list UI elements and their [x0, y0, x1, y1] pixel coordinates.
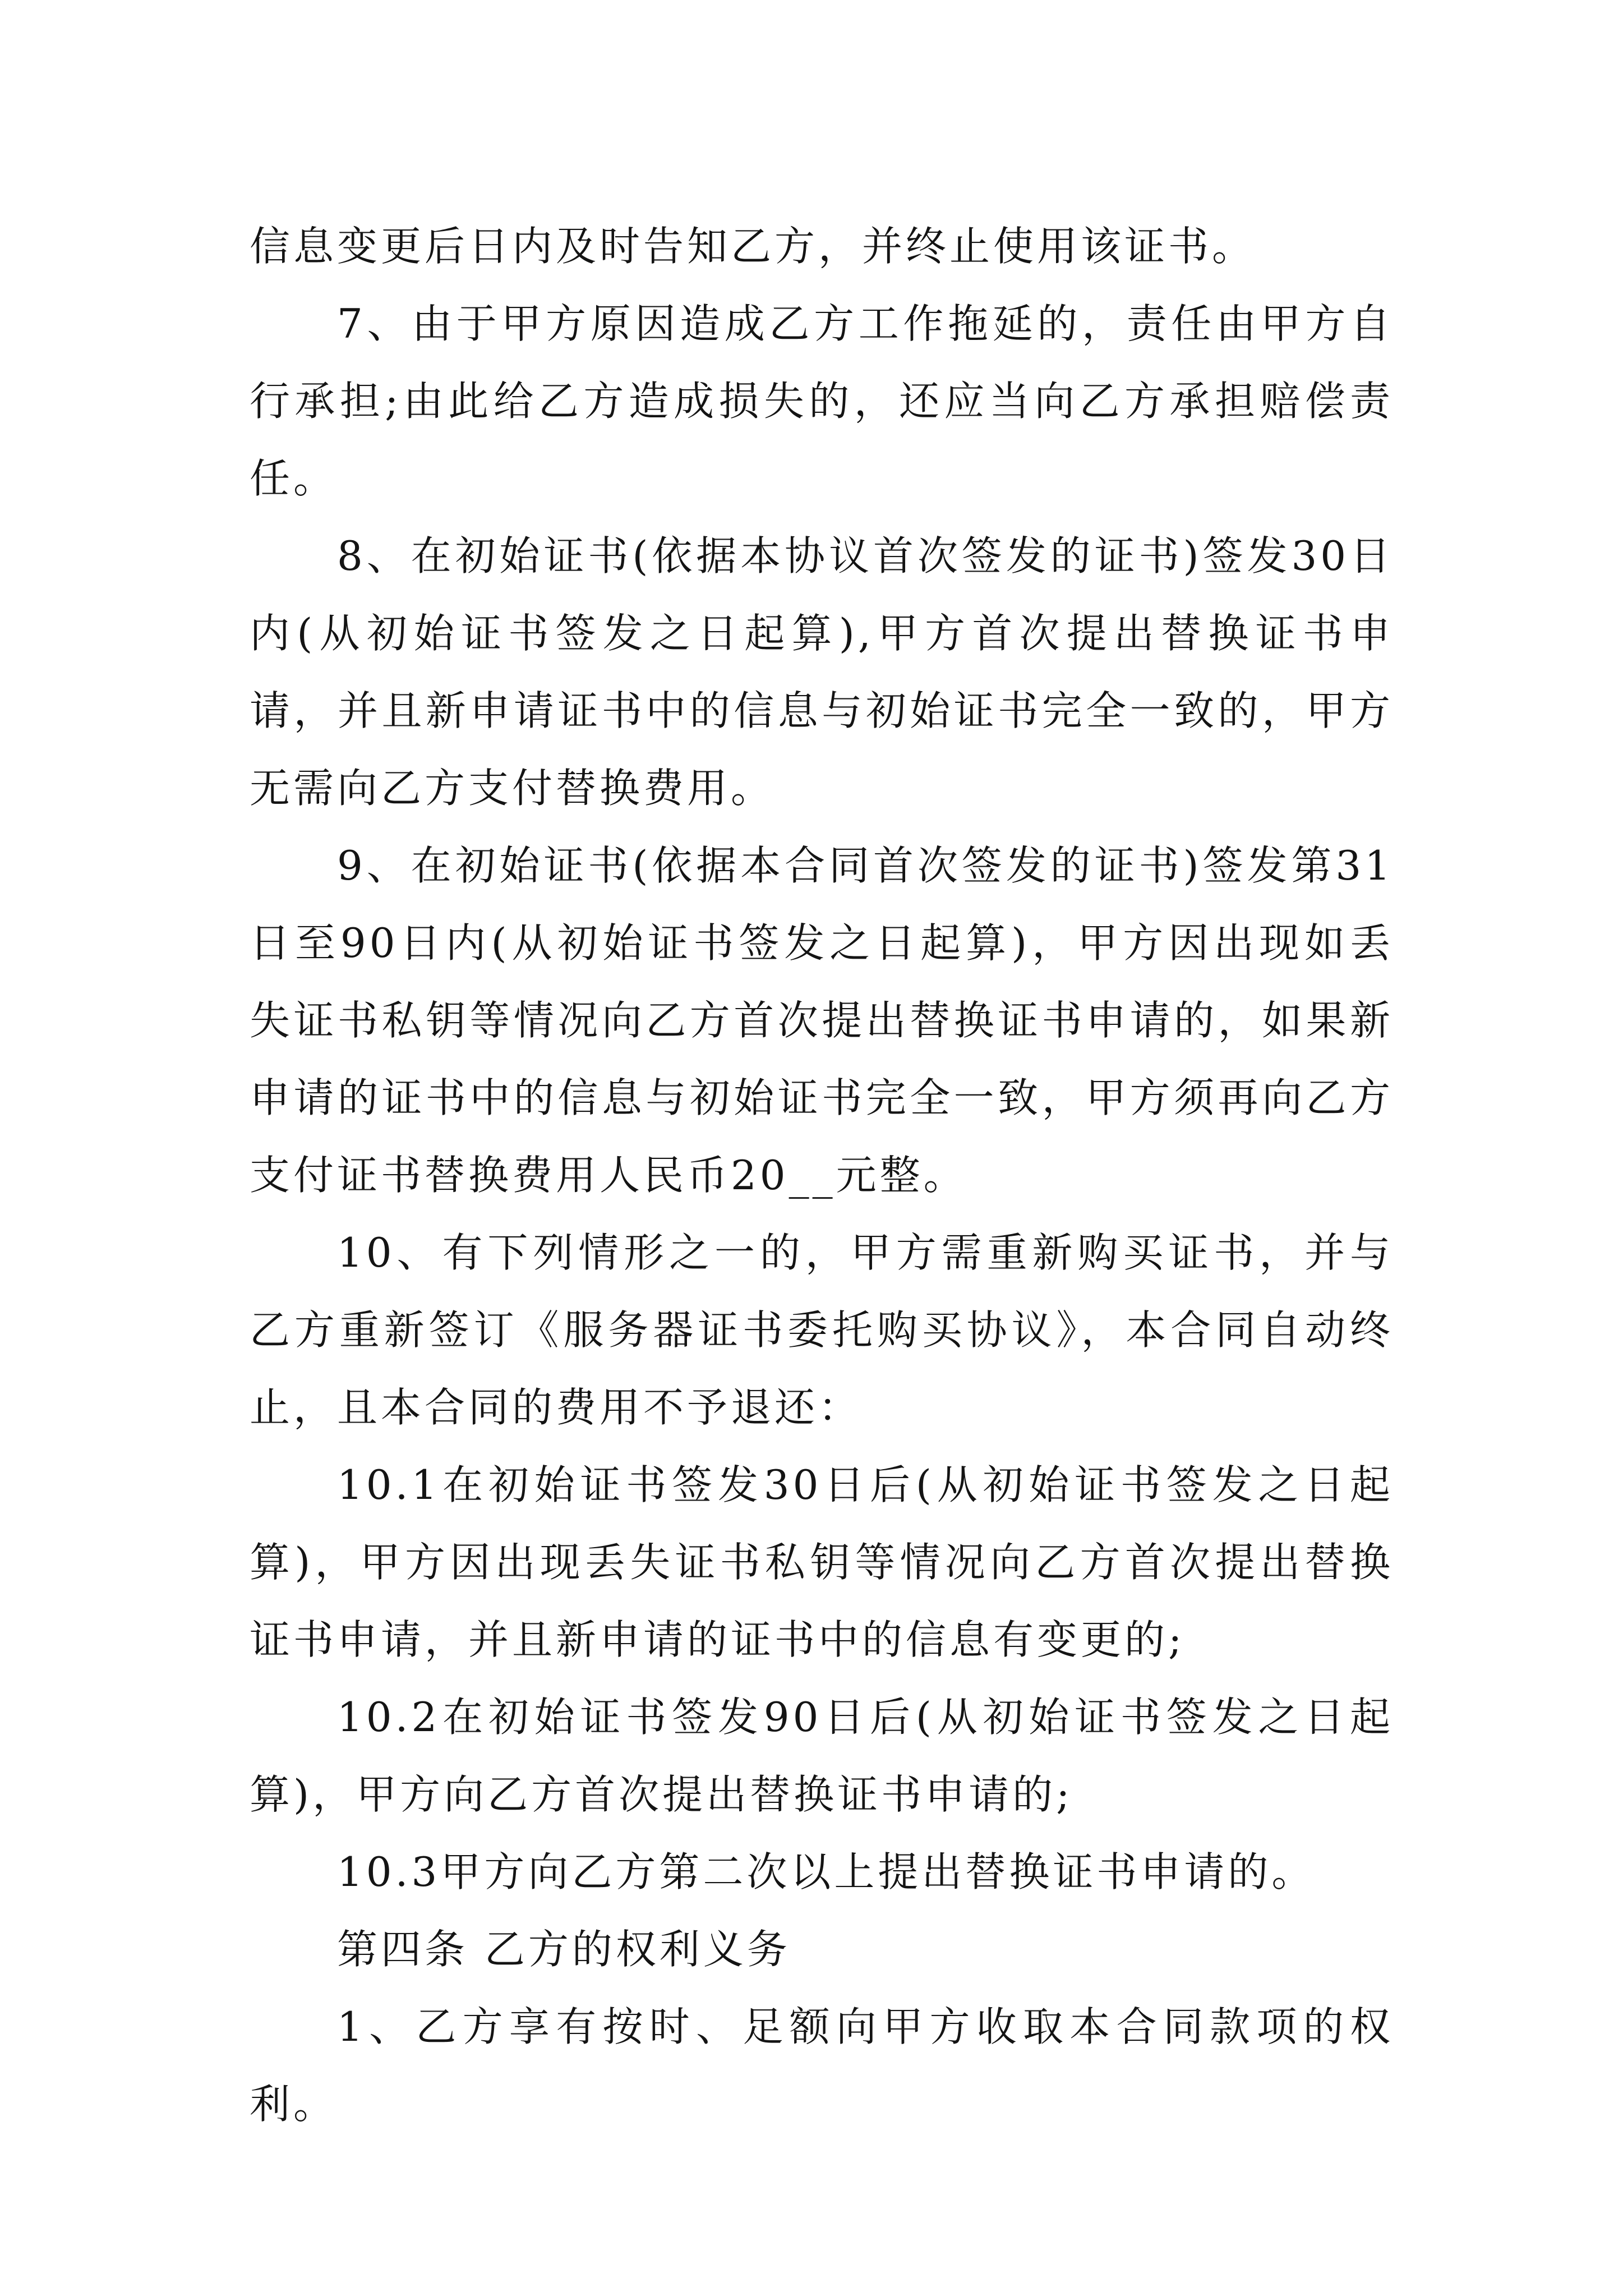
document-body — [250, 208, 1394, 2143]
paragraph-clause-10-2: 10.2在初始证书签发90日后(从初始证书签发之日起算)，甲方向乙方首次提出替换证书申请的; — [250, 1694, 1394, 1818]
paragraph-clause-10-1: 10.1在初始证书签发30日后(从初始证书签发之日起算)，甲方因出现丢失证书私钥等情况向乙方首次提出替换证书申请，并且新申请的证书中的信息有变更的; — [250, 1461, 1394, 1663]
paragraph-continuation: 信息变更后日内及时告知乙方，并终止使用该证书。 — [250, 223, 1256, 270]
section-heading-article-4: 第四条 乙方的权利义务 — [337, 1926, 791, 1973]
paragraph-clause-10-3: 10.3甲方向乙方第二次以上提出替换证书申请的。 — [337, 1848, 1316, 1895]
paragraph-clause-8: 8、在初始证书(依据本协议首次签发的证书)签发30日内(从初始证书签发之日起算),甲方首次提出替换证书申请，并且新申请证书中的信息与初始证书完全一致的，甲方无需向乙方支付替换费用。 — [250, 532, 1394, 812]
paragraph-clause-10: 10、有下列情形之一的，甲方需重新购买证书，并与乙方重新签订《服务器证书委托购买协议》，本合同自动终止，且本合同的费用不予退还： — [250, 1229, 1394, 1431]
paragraph-clause-7: 7、由于甲方原因造成乙方工作拖延的，责任由甲方自行承担;由此给乙方造成损失的，还应当向乙方承担赔偿责任。 — [250, 300, 1394, 502]
paragraph-clause-9: 9、在初始证书(依据本合同首次签发的证书)签发第31日至90日内(从初始证书签发之日起算)，甲方因出现如丢失证书私钥等情况向乙方首次提出替换证书申请的，如果新申请的证书中的信息与初始证书完全一致，甲方须再向乙方支付证书替换费用人民币20__元整。 — [250, 842, 1394, 1199]
paragraph-article-4-clause-1: 1、乙方享有按时、足额向甲方收取本合同款项的权利。 — [250, 2003, 1394, 2128]
